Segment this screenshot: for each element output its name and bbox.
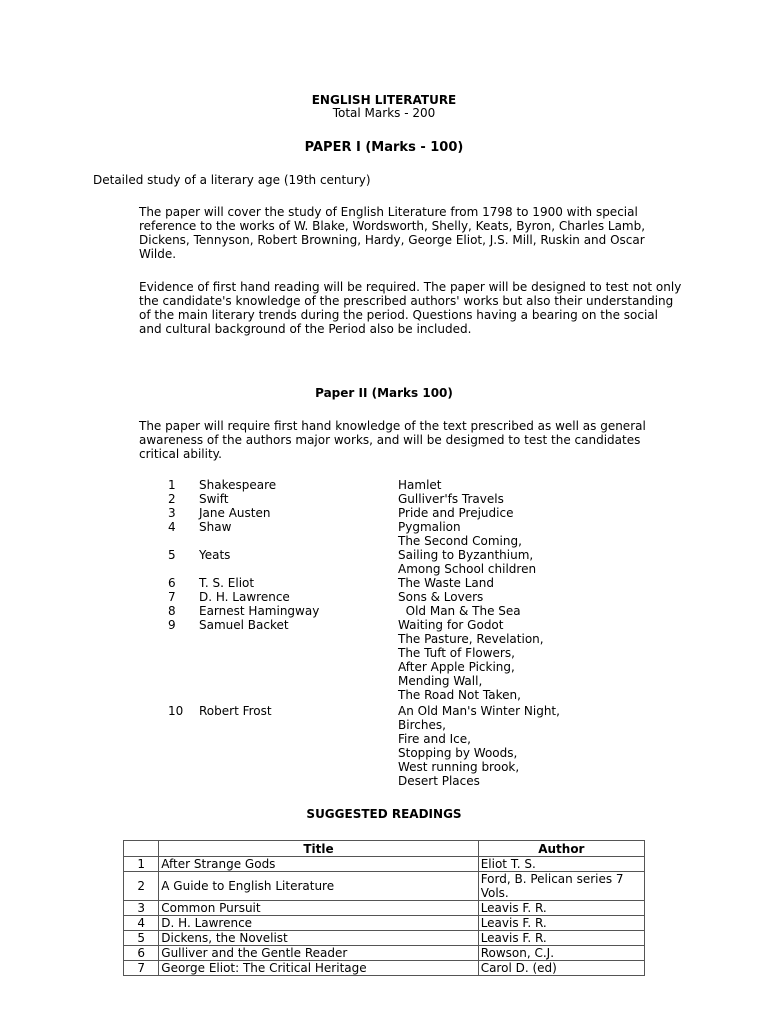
list-item-author: Swift xyxy=(199,492,229,506)
row-number: 1 xyxy=(124,857,159,872)
paper2-paragraph: The paper will require first hand knowledge of the text prescribed as well as general awareness of the authors major works, and will be desigmed to test the candidates critical ability. xyxy=(139,419,646,461)
total-marks: Total Marks - 200 xyxy=(332,106,436,120)
table-row xyxy=(124,901,645,916)
list-item-number: 9 xyxy=(168,618,176,632)
list-item-number: 1 xyxy=(168,478,176,492)
list-item-author: Earnest Hamingway xyxy=(199,604,320,618)
row-author: Leavis F. R. xyxy=(478,901,644,916)
row-author: Rowson, C.J. xyxy=(478,946,644,961)
row-number: 7 xyxy=(124,961,159,976)
paper1-paragraph-2: Evidence of first hand reading will be required. The paper will be designed to test not only the candidate's knowledge of the prescribed authors' works but also their understanding of the main literary trends during the period. Questions having a bearing on the social and cultural background of the Period also be included. xyxy=(139,280,682,336)
row-title: After Strange Gods xyxy=(159,857,478,872)
list-item-work: Stopping by Woods, xyxy=(398,746,518,760)
column-header: Author xyxy=(478,841,644,857)
table-row xyxy=(124,857,645,872)
list-item-work: West running brook, xyxy=(398,760,520,774)
list-item-work: The Road Not Taken, xyxy=(398,688,521,702)
column-header xyxy=(124,841,159,857)
list-item-work: Gulliver'fs Travels xyxy=(398,492,504,506)
list-item-number: 10 xyxy=(168,704,184,718)
list-item-author: Yeats xyxy=(199,548,231,562)
table-row xyxy=(124,961,645,976)
readings-table xyxy=(123,840,645,976)
list-item-work: The Pasture, Revelation, xyxy=(398,632,544,646)
list-item-work: Mending Wall, xyxy=(398,674,483,688)
list-item-work: Fire and Ice, xyxy=(398,732,471,746)
list-item-work: Pygmalion xyxy=(398,520,461,534)
list-item-work: Pride and Prejudice xyxy=(398,506,514,520)
paper1-heading: PAPER I (Marks - 100) xyxy=(304,140,464,155)
row-title: George Eliot: The Critical Heritage xyxy=(159,961,478,976)
table-row xyxy=(124,946,645,961)
table-row xyxy=(124,931,645,946)
list-item-number: 4 xyxy=(168,520,176,534)
document-title: ENGLISH LITERATURE xyxy=(311,93,457,107)
column-header: Title xyxy=(159,841,478,857)
list-item-author: Robert Frost xyxy=(199,704,272,718)
list-item-number: 8 xyxy=(168,604,176,618)
list-item-work: The Second Coming, xyxy=(398,534,522,548)
list-item-work: Hamlet xyxy=(398,478,442,492)
list-item-author: D. H. Lawrence xyxy=(199,590,290,604)
row-title: Dickens, the Novelist xyxy=(159,931,478,946)
row-title: D. H. Lawrence xyxy=(159,916,478,931)
row-number: 6 xyxy=(124,946,159,961)
list-item-work: Among School children xyxy=(398,562,537,576)
list-item-author: Samuel Backet xyxy=(199,618,289,632)
list-item-number: 3 xyxy=(168,506,176,520)
row-author: Leavis F. R. xyxy=(478,916,644,931)
list-item-author: T. S. Eliot xyxy=(199,576,255,590)
row-number: 2 xyxy=(124,872,159,901)
list-item-author: Shaw xyxy=(199,520,232,534)
row-title: Gulliver and the Gentle Reader xyxy=(159,946,478,961)
table-row xyxy=(124,916,645,931)
list-item-work: An Old Man's Winter Night, xyxy=(398,704,560,718)
list-item-author: Shakespeare xyxy=(199,478,277,492)
list-item-work: Sailing to Byzanthium, xyxy=(398,548,534,562)
paper2-heading: Paper II (Marks 100) xyxy=(315,386,453,400)
row-number: 5 xyxy=(124,931,159,946)
list-item-work: Desert Places xyxy=(398,774,480,788)
list-item-work: Birches, xyxy=(398,718,446,732)
row-title: A Guide to English Literature xyxy=(159,872,478,901)
row-title: Common Pursuit xyxy=(159,901,478,916)
list-item-number: 7 xyxy=(168,590,176,604)
paper1-paragraph-1: The paper will cover the study of English Literature from 1798 to 1900 with special reference to the works of W. Blake, Wordsworth, Shelly, Keats, Byron, Charles Lamb, Dickens, Tennyson, Robert Browning, Hardy, George Eliot, J.S. Mill, Ruskin and Oscar Wilde. xyxy=(139,205,646,261)
list-item-author: Jane Austen xyxy=(199,506,271,520)
row-number: 3 xyxy=(124,901,159,916)
row-number: 4 xyxy=(124,916,159,931)
list-item-work: Old Man & The Sea xyxy=(398,604,521,618)
row-author: Ford, B. Pelican series 7 Vols. xyxy=(478,872,644,901)
table-header-row xyxy=(124,841,645,857)
list-item-work: Waiting for Godot xyxy=(398,618,504,632)
list-item-work: The Waste Land xyxy=(398,576,494,590)
row-author: Eliot T. S. xyxy=(478,857,644,872)
list-item-work: After Apple Picking, xyxy=(398,660,515,674)
row-author: Carol D. (ed) xyxy=(478,961,644,976)
list-item-work: The Tuft of Flowers, xyxy=(398,646,515,660)
table-row xyxy=(124,872,645,901)
list-item-number: 2 xyxy=(168,492,176,506)
readings-heading: SUGGESTED READINGS xyxy=(306,807,462,821)
list-item-work: Sons & Lovers xyxy=(398,590,484,604)
paper1-intro: Detailed study of a literary age (19th century) xyxy=(93,173,371,187)
row-author: Leavis F. R. xyxy=(478,931,644,946)
list-item-number: 6 xyxy=(168,576,176,590)
list-item-number: 5 xyxy=(168,548,176,562)
